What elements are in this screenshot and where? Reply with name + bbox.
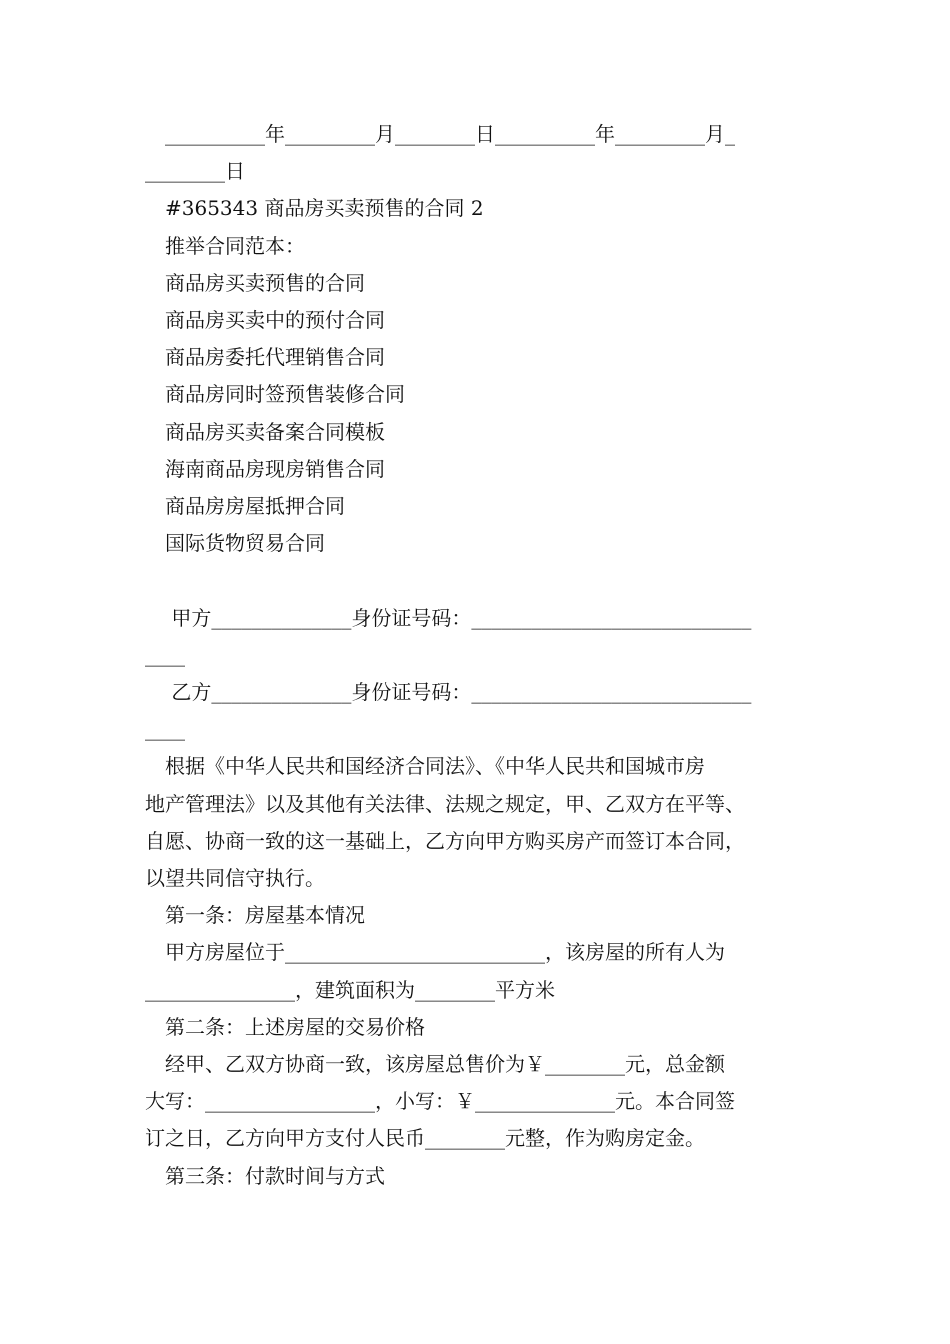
recommend-item[interactable]: 商品房房屋抵押合同 xyxy=(165,494,345,519)
article-1-text: 甲方房屋位于__________________________，该房屋的所有人为 xyxy=(165,940,725,965)
preamble-paragraph-line: 以望共同信守执行。 xyxy=(145,866,325,891)
party-a-line: 甲方______________身份证号码：____________________________ xyxy=(165,605,752,630)
article-2-text: 经甲、乙双方协商一致，该房屋总售价为￥________元，总金额 xyxy=(165,1052,725,1077)
article-2-text-line: 大写：_________________，小写：￥______________元。本合同签 xyxy=(145,1089,735,1114)
blank-line xyxy=(145,562,825,599)
document-body xyxy=(145,116,825,1195)
recommend-item[interactable]: 商品房同时签预售装修合同 xyxy=(165,382,405,407)
preamble-paragraph-line: 自愿、协商一致的这一基础上，乙方向甲方购买房产而签订本合同， xyxy=(145,828,745,853)
date-line-continued: ________日 xyxy=(145,159,245,184)
date-line: __________年_________月________日__________年_________月_ xyxy=(165,122,735,146)
article-2-text-line: 订之日，乙方向甲方支付人民币________元整，作为购房定金。 xyxy=(145,1126,705,1151)
party-b-line: 乙方______________身份证号码：____________________________ xyxy=(165,680,752,705)
article-3-title: 第三条：付款时间与方式 xyxy=(165,1163,385,1188)
article-1-title: 第一条：房屋基本情况 xyxy=(165,903,365,928)
document-title: #365343 商品房买卖预售的合同 2 xyxy=(165,196,484,221)
preamble-paragraph: 根据《中华人民共和国经济合同法》、《中华人民共和国城市房 xyxy=(165,754,705,779)
article-2-title: 第二条：上述房屋的交易价格 xyxy=(165,1014,425,1039)
recommend-item[interactable]: 商品房买卖预售的合同 xyxy=(165,270,365,295)
recommend-item[interactable]: 商品房买卖中的预付合同 xyxy=(165,308,385,333)
recommend-item[interactable]: 商品房买卖备案合同模板 xyxy=(165,419,385,444)
preamble-paragraph-line: 地产管理法》以及其他有关法律、法规之规定，甲、乙双方在平等、 xyxy=(145,791,745,816)
article-1-text-line: _______________，建筑面积为________平方米 xyxy=(145,977,555,1002)
recommend-item[interactable]: 国际货物贸易合同 xyxy=(165,531,325,556)
party-b-line-continued: ____ xyxy=(145,717,185,742)
recommend-heading: 推举合同范本： xyxy=(165,233,305,258)
party-a-line-continued: ____ xyxy=(145,642,185,667)
recommend-item[interactable]: 商品房委托代理销售合同 xyxy=(165,345,385,370)
recommend-item[interactable]: 海南商品房现房销售合同 xyxy=(165,456,385,481)
